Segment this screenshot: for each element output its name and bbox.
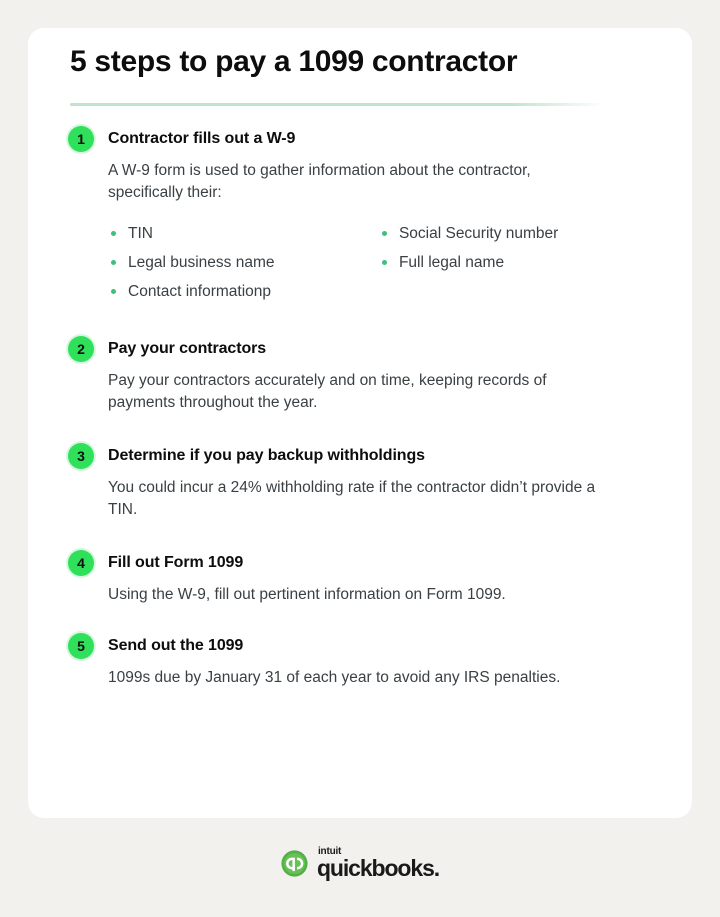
step-text-5: 1099s due by January 31 of each year to avoid any IRS penalties. [108, 669, 561, 687]
step-item-2 [0, 336, 664, 415]
bullet-item [108, 219, 379, 248]
bullet-label: Full legal name [398, 253, 505, 271]
step-body-2 [108, 336, 628, 415]
quickbooks-wordmark [317, 847, 439, 880]
step-heading-2: Pay your contractors [108, 339, 267, 357]
bullet-item [379, 219, 628, 248]
bullet-label: Social Security number [398, 224, 559, 242]
step-text-4: Using the W-9, fill out pertinent information on Form 1099. [108, 585, 506, 603]
step-number-badge-4: 4 [68, 550, 94, 576]
bullet-dot-icon [111, 289, 116, 294]
step-body-5 [108, 633, 628, 689]
intuit-label: intuit [317, 846, 342, 857]
step-heading-1: Contractor fills out a W-9 [108, 130, 296, 147]
bullet-label: Contact informationp [128, 282, 272, 300]
step-body-3 [108, 443, 628, 522]
bullet-dot-icon [382, 260, 387, 265]
bullet-label: TIN [128, 224, 153, 242]
bullet-dot-icon [382, 231, 387, 236]
bullet-item [379, 248, 628, 277]
step-body-4 [108, 550, 628, 606]
step-text-1: A W-9 form is used to gather information about the contractor, specifically their: [108, 162, 531, 202]
step-heading-5: Send out the 1099 [108, 637, 244, 655]
step-text-3: You could incur a 24% withholding rate if the contractor didn’t provide a TIN. [108, 478, 596, 519]
bullet-item [108, 277, 379, 306]
step-heading-4: Fill out Form 1099 [108, 553, 244, 571]
step-body-1 [108, 126, 628, 306]
step-1-bullet-columns [108, 219, 628, 306]
steps-list [0, 126, 664, 690]
step-item-1 [0, 126, 664, 306]
step-heading-3: Determine if you pay backup withholdings [108, 446, 425, 464]
title-divider [70, 103, 605, 106]
step-number-badge-2: 2 [68, 336, 94, 362]
bullet-item [108, 248, 379, 277]
bullet-column-right [379, 219, 628, 306]
quickbooks-label: quickbooks. [316, 855, 440, 881]
bullet-dot-icon [111, 260, 116, 265]
step-number-badge-3: 3 [68, 443, 94, 469]
bullet-label: Legal business name [128, 253, 275, 271]
quickbooks-logo [0, 847, 720, 880]
bullet-column-left [108, 219, 379, 306]
step-text-2: Pay your contractors accurately and on time, keeping records of payments throughout the year. [108, 371, 547, 412]
step-number-badge-1: 1 [68, 126, 94, 152]
step-item-4 [0, 550, 664, 606]
quickbooks-qb-circle-icon [281, 850, 308, 877]
bullet-dot-icon [111, 231, 116, 236]
step-number-badge-5: 5 [68, 633, 94, 659]
step-item-3 [0, 443, 664, 522]
step-item-5 [0, 633, 664, 689]
page-title: 5 steps to pay a 1099 contractor [70, 45, 518, 78]
